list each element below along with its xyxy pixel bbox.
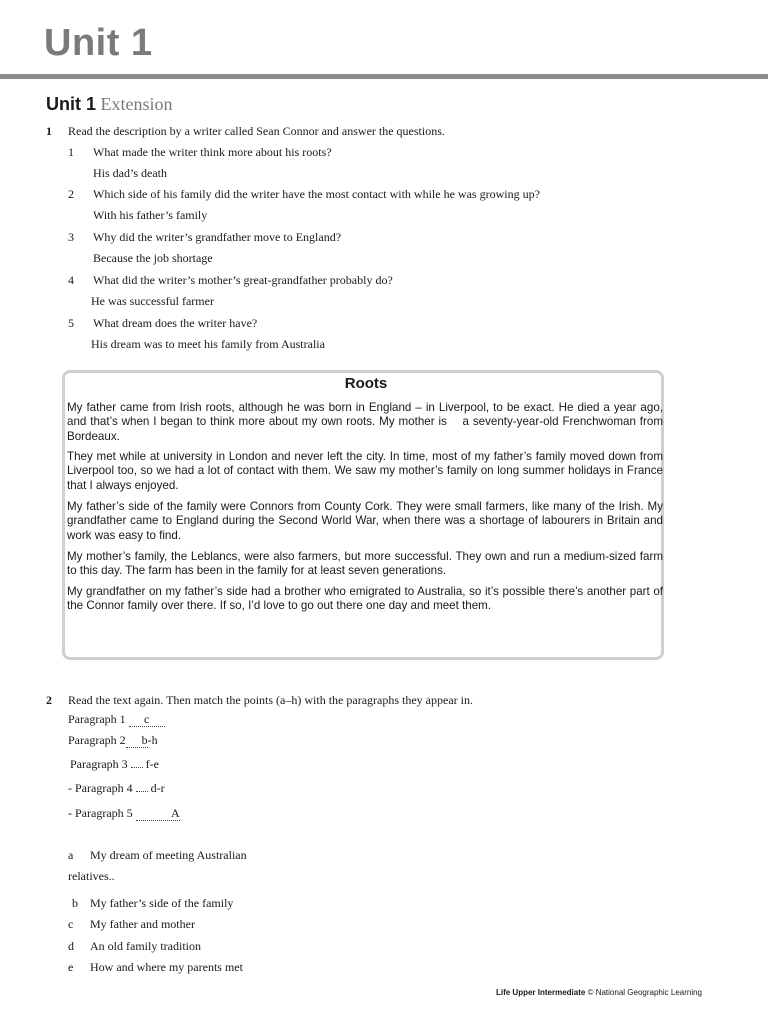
point-text: My father’s side of the family (90, 896, 234, 910)
question-text: What dream does the writer have? (93, 316, 258, 330)
match-row (68, 733, 158, 748)
match-answer-field[interactable]: c (129, 712, 165, 727)
match-answer-field[interactable]: A (136, 806, 180, 821)
answer-text: His dad’s death (93, 166, 167, 180)
question-number: 5 (68, 316, 74, 330)
answer-text: With his father’s family (93, 208, 208, 222)
footer-publisher: © National Geographic Learning (587, 988, 702, 997)
match-label: Paragraph 1 (68, 712, 126, 726)
point-letter: a (68, 848, 74, 862)
point-letter: d (68, 939, 74, 953)
section-unit: Unit 1 (46, 94, 97, 114)
match-label: - Paragraph 5 (68, 806, 133, 820)
question-number: 3 (68, 230, 74, 244)
answer-text: Because the job shortage (93, 251, 213, 265)
header-rule (0, 74, 768, 79)
match-extra: f-e (145, 757, 159, 771)
question-number: 2 (68, 187, 74, 201)
footer-book: Life Upper Intermediate (495, 988, 586, 997)
exercise-1-instruction: Read the description by a writer called Sean Connor and answer the questions. (68, 124, 445, 138)
section-extension: Extension (100, 94, 173, 114)
answer-text: He was successful farmer (91, 294, 214, 308)
question-number: 4 (68, 273, 74, 287)
question-text: Why did the writer’s grandfather move to England? (93, 230, 342, 244)
exercise-2-number: 2 (46, 693, 52, 707)
match-answer-field[interactable] (136, 791, 148, 792)
match-label: - Paragraph 4 (68, 781, 133, 795)
match-answer-field[interactable] (131, 767, 143, 768)
exercise-2-instruction: Read the text again. Then match the points (a–h) with the paragraphs they appear in. (68, 693, 473, 707)
match-label: Paragraph 2 (68, 733, 126, 747)
point-text: My dream of meeting Australian (90, 848, 247, 862)
question-text: What did the writer’s mother’s great-grandfather probably do? (93, 273, 393, 287)
match-extra: d-r (150, 781, 165, 795)
point-text: relatives.. (68, 869, 115, 883)
match-row (68, 806, 180, 821)
roots-paragraph-3: My father’s side of the family were Connors from County Cork. They were small farmers, like many of the Irish. My grandfather came to England during the Second World War, when there was a shortage of labourers in Britain and work was easy to find. (67, 500, 663, 542)
match-row (68, 712, 165, 727)
answer-text: His dream was to meet his family from Australia (91, 337, 325, 351)
roots-paragraph-4: My mother’s family, the Leblancs, were also farmers, but more successful. They own and run a medium-sized farm to this day. The farm has been in the family for at least seven generations. (67, 550, 663, 578)
match-row (70, 757, 159, 771)
point-letter: b (72, 896, 78, 910)
question-number: 1 (68, 145, 74, 159)
point-text: How and where my parents met (90, 960, 243, 974)
match-row (68, 781, 165, 795)
point-text: An old family tradition (90, 939, 201, 953)
point-letter: c (68, 917, 74, 931)
point-letter: e (68, 960, 74, 974)
point-text: My father and mother (90, 917, 195, 931)
match-extra: -h (147, 733, 158, 747)
roots-paragraph-5: My grandfather on my father’s side had a brother who emigrated to Australia, so it’s possible there’s another part of the Connor family over there. If so, I’d love to go out there one day and meet them. (67, 585, 663, 613)
match-answer-field[interactable]: b (126, 733, 148, 748)
exercise-1-number: 1 (46, 124, 52, 138)
footer (496, 988, 702, 997)
question-text: What made the writer think more about his roots? (93, 145, 332, 159)
unit-header: Unit 1 (44, 22, 153, 64)
roots-title: Roots (344, 375, 388, 392)
question-text: Which side of his family did the writer have the most contact with while he was growing up? (93, 187, 540, 201)
match-label: Paragraph 3 (70, 757, 128, 771)
section-title (46, 94, 173, 115)
roots-paragraph-1: My father came from Irish roots, although he was born in England – in Liverpool, to be exact. He died a year ago, and that’s when I began to think more about my own roots. My mother is a seventy-year-old Frenchwoman from Bordeaux. (67, 401, 663, 443)
roots-paragraph-2: They met while at university in London and never left the city. In time, most of my father’s family moved down from Liverpool too, so we had a lot of contact with them. We saw my mother’s family on long summer holidays in France that I always enjoyed. (67, 450, 663, 492)
